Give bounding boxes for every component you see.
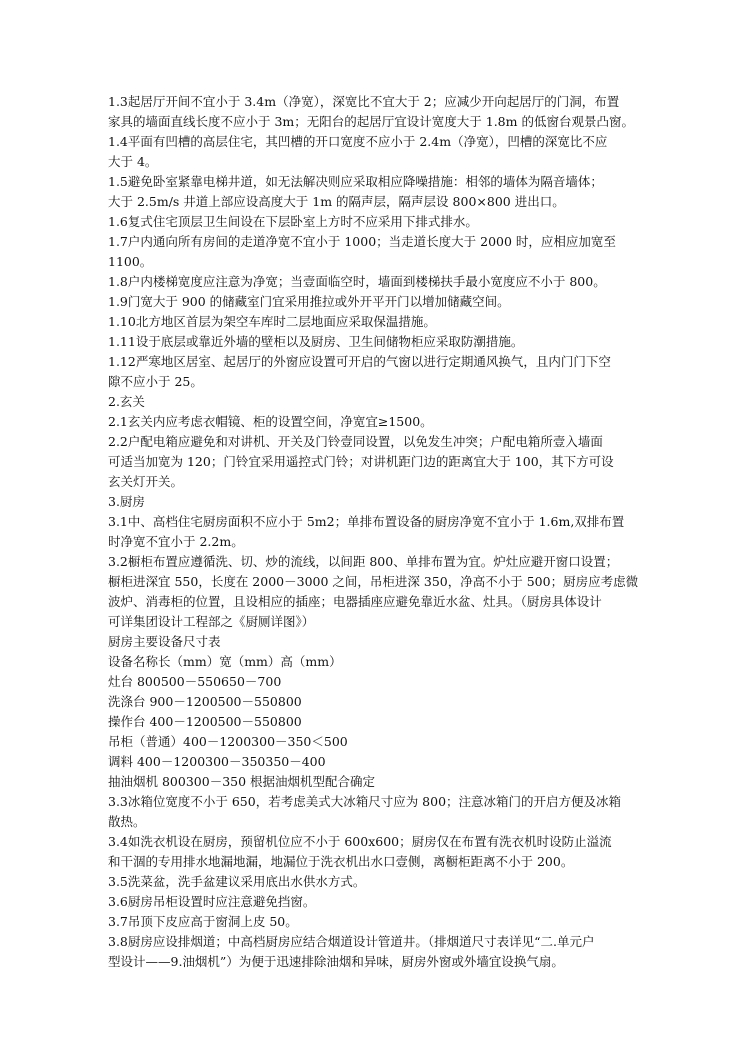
text-line: 1.8户内楼梯宽度应注意为净宽；当壹面临空时，墙面到楼梯扶手最小宽度应不小于 800。 (108, 274, 606, 289)
text-line: 2.2户配电箱应避免和对讲机、开关及门铃壹同设置，以免发生冲突；户配电箱所壹入墙面 (108, 434, 603, 449)
table-row: 洗涤台 900－1200500－550800 (108, 694, 302, 709)
table-row: 操作台 400－1200500－550800 (108, 714, 302, 729)
text-line: 1.12严寒地区居室、起居厅的外窗应设置可开启的气窗以进行定期通风换气，且内门门下空 (108, 354, 611, 369)
table-header: 设备名称长（mm）宽（mm）高（mm） (108, 654, 342, 669)
text-line: 3.5洗菜盆，洗手盆建议采用底出水供水方式。 (108, 874, 366, 889)
text-line: 橱柜进深宜 550，长度在 2000－3000 之间，吊柜进深 350，净高不小于 500；厨房应考虑微 (108, 574, 639, 589)
text-line: 散热。 (108, 814, 146, 829)
table-row: 抽油烟机 800300－350 根据油烟机型配合确定 (108, 774, 376, 789)
table-row: 灶台 800500－550650－700 (108, 674, 282, 689)
text-line: 1.7户内通向所有房间的走道净宽不宜小于 1000；当走道长度大于 2000 时，应相应加宽至 (108, 234, 616, 249)
text-line: 1.6复式住宅顶层卫生间设在下层卧室上方时不应采用下排式排水。 (108, 214, 478, 229)
text-line: 波炉、消毒柜的位置，且设相应的插座；电器插座应避免靠近水盆、灶具。（厨房具体设计 (108, 594, 602, 609)
text-line: 可适当加宽为 120；门铃宜采用遥控式门铃；对讲机距门边的距离宜大于 100，其下方可设 (108, 454, 614, 469)
text-line: 1.9门宽大于 900 的储藏室门宜采用推拉或外开平开门以增加储藏空间。 (108, 294, 510, 309)
text-line: 2.1玄关内应考虑衣帽镜、柜的设置空间，净宽宜≥1500。 (108, 414, 433, 429)
text-line: 玄关灯开关。 (108, 474, 184, 489)
document-body (108, 92, 638, 972)
text-line: 1.11设于底层或靠近外墙的壁柜以及厨房、卫生间储物柜应采取防潮措施。 (108, 334, 524, 349)
text-line: 3.6厨房吊柜设置时应注意避免挡窗。 (108, 894, 316, 909)
text-line: 3.3冰箱位宽度不小于 650，若考虑美式大冰箱尺寸应为 800；注意冰箱门的开启方便及冰箱 (108, 794, 622, 809)
text-line: 1.4平面有凹槽的高层住宅，其凹槽的开口宽度不应小于 2.4m（净宽），凹槽的深宽比不应 (108, 134, 608, 149)
table-caption: 厨房主要设备尺寸表 (108, 634, 221, 649)
text-line: 3.7吊顶下皮应高于窗洞上皮 50。 (108, 914, 298, 929)
text-line: 和干涸的专用排水地漏地漏，地漏位于洗衣机出水口壹侧，离橱柜距离不小于 200。 (108, 854, 574, 869)
text-line: 3.4如洗衣机设在厨房，预留机位应不小于 600x600；厨房仅在布置有洗衣机时设防止溢流 (108, 834, 612, 849)
text-line: 隙不应小于 25。 (108, 374, 203, 389)
text-line: 3.8厨房应设排烟道；中高档厨房应结合烟道设计管道井。（排烟道尺寸表详见“二.单元户 (108, 934, 595, 949)
table-row: 吊柜（普通）400－1200300－350＜500 (108, 734, 348, 749)
text-line: 1.3起居厅开间不宜小于 3.4m（净宽），深宽比不宜大于 2；应减少开向起居厅的门洞，布置 (108, 94, 620, 109)
section-heading: 2.玄关 (108, 394, 145, 409)
text-line: 1.10北方地区首层为架空车库时二层地面应采取保温措施。 (108, 314, 436, 329)
text-line: 家具的墙面直线长度不应小于 3m；无阳台的起居厅宜设计宽度大于 1.8m 的低窗台观景凸窗。 (108, 114, 634, 129)
text-line: 可详集团设计工程部之《厨厕详图》） (108, 614, 315, 629)
text-line: 大于 2.5m/s 井道上部应设高度大于 1m 的隔声层，隔声层设 800×800 进出口。 (108, 194, 565, 209)
text-line: 1.5避免卧室紧靠电梯井道，如无法解决则应采取相应降噪措施：相邻的墙体为隔音墙体； (108, 174, 603, 189)
text-line: 时净宽不宜小于 2.2m。 (108, 534, 244, 549)
text-line: 大于 4。 (108, 154, 158, 169)
text-line: 1100。 (108, 254, 153, 269)
text-line: 3.1中、高档住宅厨房面积不应小于 5m2；单排布置设备的厨房净宽不宜小于 1.6m,双排布置 (108, 514, 625, 529)
text-line: 型设计——9.油烟机”）为便于迅速排除油烟和异味，厨房外窗或外墙宜设换气扇。 (108, 954, 564, 969)
section-heading: 3.厨房 (108, 494, 145, 509)
table-row: 调料 400－1200300－350350－400 (108, 754, 326, 769)
text-line: 3.2橱柜布置应遵循洗、切、炒的流线，以间距 800、单排布置为宜。炉灶应避开窗口设置； (108, 554, 619, 569)
